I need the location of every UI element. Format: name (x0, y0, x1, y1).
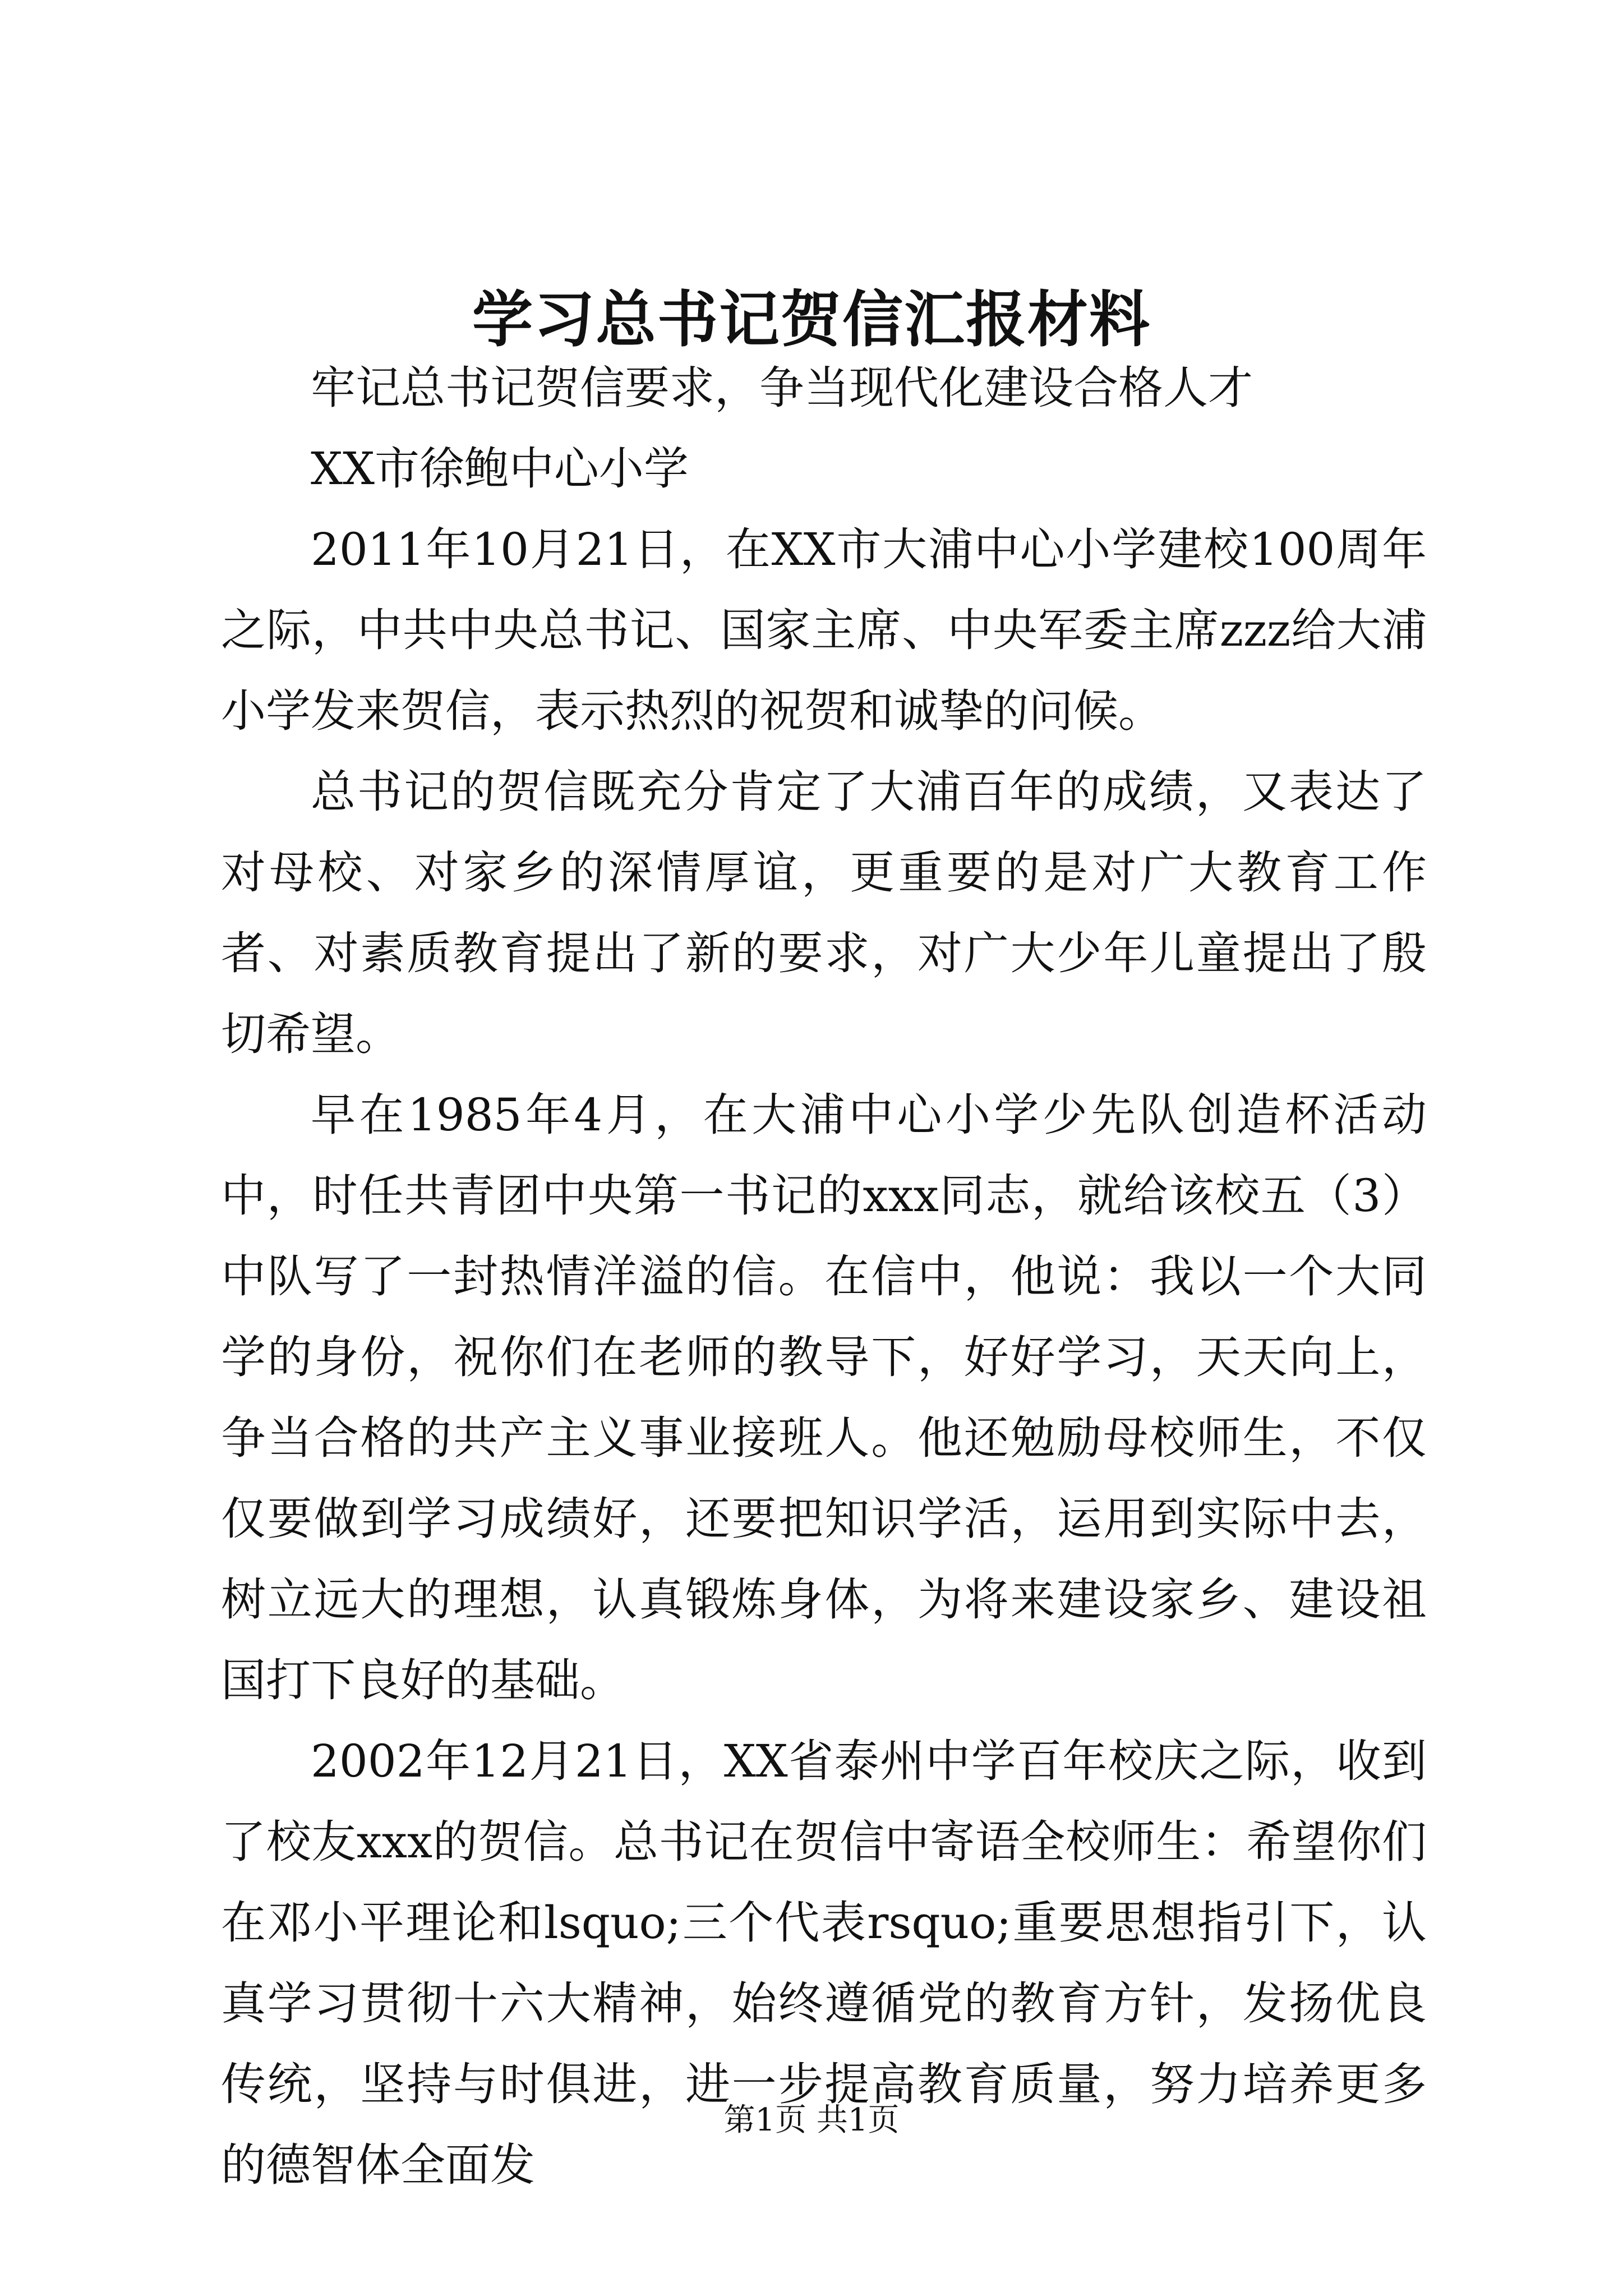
school-name-line: XX市徐鲍中心小学 (311, 443, 689, 495)
body-paragraph: 2011年10月21日，在XX市大浦中心小学建校100周年之际，中共中央总书记、国家主席、中央军委主席zzz给大浦小学发来贺信，表示热烈的祝贺和诚挚的问候。 (221, 523, 1427, 737)
body-paragraph: 2002年12月21日，XX省泰州中学百年校庆之际，收到了校友xxx的贺信。总书记在贺信中寄语全校师生：希望你们在邓小平理论和lsquo;三个代表rsquo;重要思想指引下，认真学习贯彻十六大精神，始终遵循党的教育方针，发扬优良传统，坚持与时俱进，进一步提高教育质量，努力培养更多的德智体全面发 (221, 1735, 1427, 2191)
subtitle-line: 牢记总书记贺信要求，争当现代化建设合格人才 (311, 362, 1253, 414)
body-paragraph: 早在1985年4月，在大浦中心小学少先队创造杯活动中，时任共青团中央第一书记的xxx同志，就给该校五（3）中队写了一封热情洋溢的信。在信中，他说：我以一个大同学的身份，祝你们在老师的教导下，好好学习，天天向上，争当合格的共产主义事业接班人。他还勉励母校师生，不仅仅要做到学习成绩好，还要把知识学活，运用到实际中去，树立远大的理想，认真锻炼身体，为将来建设家乡、建设祖国打下良好的基础。 (221, 1089, 1427, 1706)
page-number-indicator: 第1页 共1页 (723, 2102, 900, 2138)
page-footer (0, 2098, 1623, 2143)
document-title: 学习总书记贺信汇报材料 (472, 284, 1151, 355)
document-body (221, 348, 1427, 2206)
body-paragraph: 总书记的贺信既充分肯定了大浦百年的成绩，又表达了对母校、对家乡的深情厚谊，更重要的是对广大教育工作者、对素质教育提出了新的要求，对广大少年儿童提出了殷切希望。 (221, 766, 1427, 1060)
